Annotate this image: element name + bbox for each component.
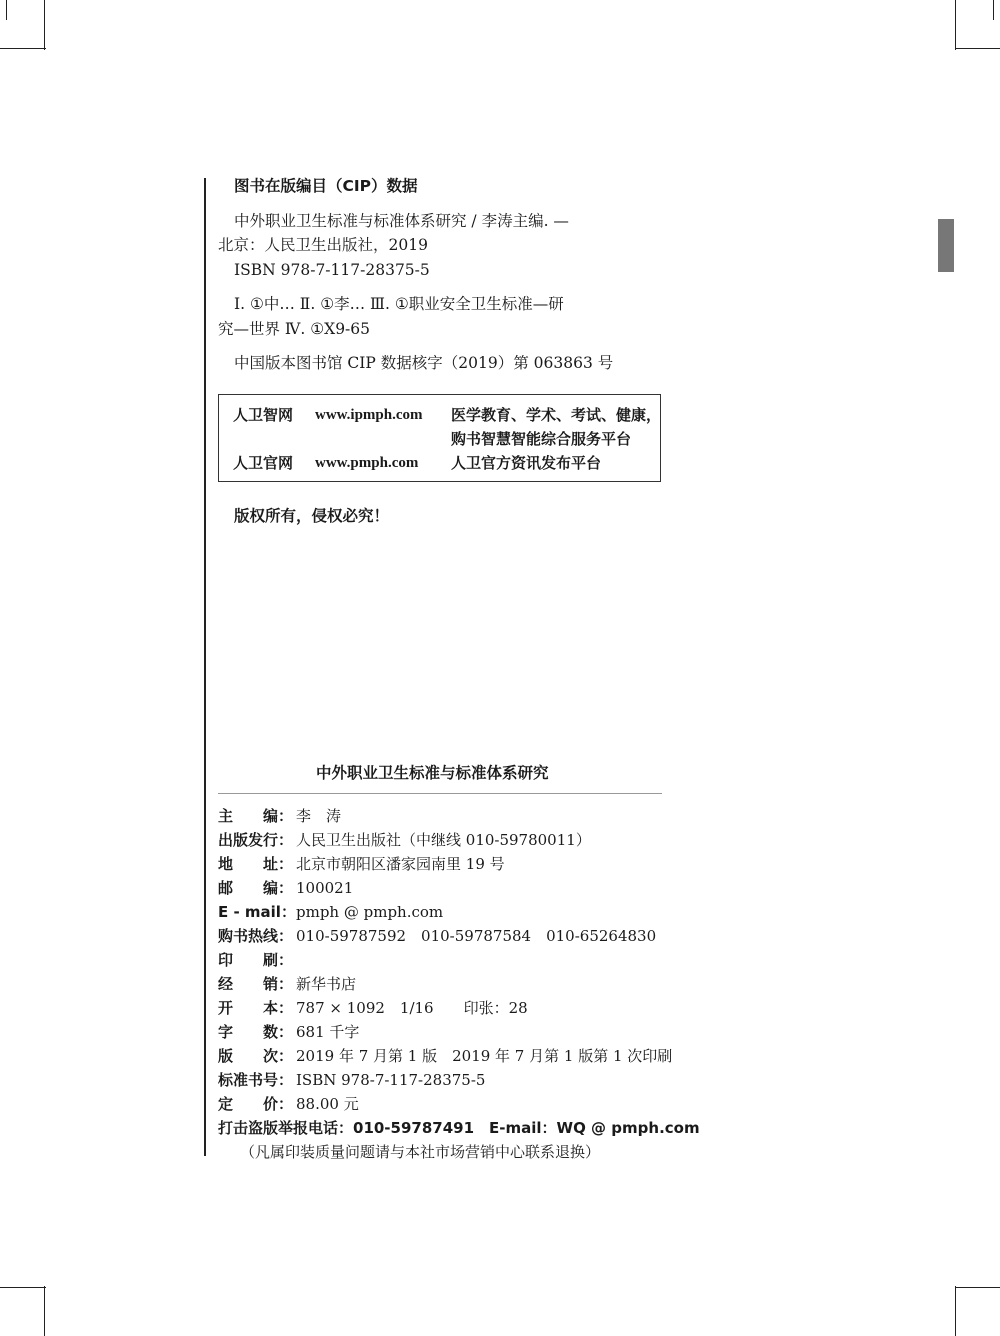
row-label-address: 地 址： <box>218 855 294 873</box>
site1-url[interactable]: www.ipmph.com <box>315 407 423 423</box>
cip-line1: 中外职业卫生标准与标准体系研究 / 李涛主编. — <box>234 212 569 230</box>
crop-mark-top-right-h <box>955 48 1000 49</box>
site2-name: 人卫官网 <box>233 454 294 472</box>
crop-mark-top-left-v2 <box>6 0 7 20</box>
thumb-tab-marker <box>938 219 954 272</box>
row-value-email[interactable]: pmph @ pmph.com <box>296 903 444 921</box>
site1-desc2: 购书智慧智能综合服务平台 <box>451 430 632 448</box>
crop-mark-top-left-h <box>0 48 46 49</box>
row-label-format: 开 本： <box>218 999 294 1017</box>
row-value-format: 787 × 1092 1/16 印张：28 <box>296 999 528 1017</box>
row-label-hotline: 购书热线： <box>218 927 294 945</box>
crop-mark-bottom-left-h <box>0 1287 46 1288</box>
crop-mark-bottom-left-v <box>44 1286 45 1336</box>
row-value-wordcount: 681 千字 <box>296 1023 360 1041</box>
crop-mark-top-right-v <box>955 0 956 50</box>
cip-class2: 究—世界 Ⅳ. ①X9-65 <box>218 320 371 338</box>
crop-mark-bottom-right-h <box>955 1287 1000 1288</box>
site1-name: 人卫智网 <box>233 406 294 424</box>
colophon-rule <box>218 793 662 794</box>
site2-url[interactable]: www.pmph.com <box>315 455 419 471</box>
cip-line2: 北京：人民卫生出版社，2019 <box>218 236 428 254</box>
row-value-edition: 2019 年 7 月第 1 版 2019 年 7 月第 1 版第 1 次印刷 <box>296 1047 673 1065</box>
site1-desc1: 医学教育、学术、考试、健康， <box>451 406 662 424</box>
site2-desc: 人卫官方资讯发布平台 <box>451 454 602 472</box>
crop-mark-top-left-v <box>44 0 45 50</box>
row-label-edition: 版 次： <box>218 1047 294 1065</box>
row-label-price: 定 价： <box>218 1095 294 1113</box>
row-label-isbn: 标准书号： <box>218 1071 294 1089</box>
cip-heading: 图书在版编目（CIP）数据 <box>234 177 418 195</box>
row-value-price: 88.00 元 <box>296 1095 359 1113</box>
margin-rule <box>204 178 206 1156</box>
row-value-address: 北京市朝阳区潘家园南里 19 号 <box>296 855 505 873</box>
row-value-postcode: 100021 <box>296 879 354 897</box>
row-label-publisher: 出版发行： <box>218 831 294 849</box>
row-value-isbn: ISBN 978-7-117-28375-5 <box>296 1071 486 1089</box>
copyright-notice: 版权所有，侵权必究！ <box>234 507 390 525</box>
row-value-editor: 李 涛 <box>296 807 342 825</box>
row-label-distributor: 经 销： <box>218 975 294 993</box>
quality-notice: （凡属印装质量问题请与本社市场营销中心联系退换） <box>240 1143 601 1161</box>
row-value-hotline: 010-59787592 010-59787584 010-65264830 <box>296 927 657 945</box>
row-label-printer: 印 刷： <box>218 951 294 969</box>
cip-isbn: ISBN 978-7-117-28375-5 <box>234 261 430 279</box>
row-label-email: E - mail： <box>218 903 296 921</box>
anti-piracy-line: 打击盗版举报电话：010-59787491 E-mail：WQ @ pmph.com <box>218 1119 700 1137</box>
cip-number: 中国版本图书馆 CIP 数据核字（2019）第 063863 号 <box>234 354 614 372</box>
row-label-editor: 主 编： <box>218 807 294 825</box>
row-value-publisher: 人民卫生出版社（中继线 010-59780011） <box>296 831 591 849</box>
row-label-wordcount: 字 数： <box>218 1023 294 1041</box>
row-value-distributor: 新华书店 <box>296 975 357 993</box>
crop-mark-bottom-right-v <box>955 1286 956 1336</box>
crop-mark-top-right-v2 <box>993 0 994 20</box>
website-info-box <box>218 394 661 482</box>
row-label-postcode: 邮 编： <box>218 879 294 897</box>
colophon-title: 中外职业卫生标准与标准体系研究 <box>316 764 549 782</box>
cip-class1: Ⅰ. ①中… Ⅱ. ①李… Ⅲ. ①职业安全卫生标准—研 <box>234 295 564 313</box>
